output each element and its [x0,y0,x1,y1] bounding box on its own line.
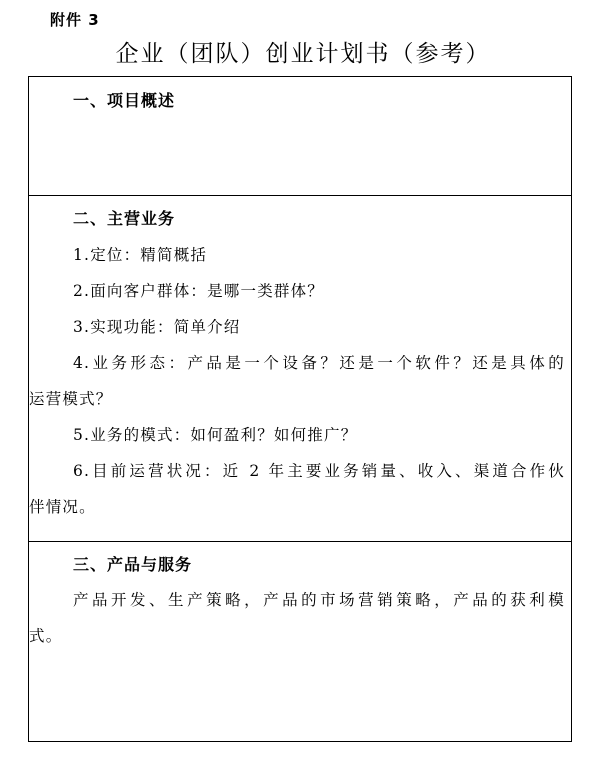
business-line-form-cont: 运营模式？ [29,390,113,408]
section-heading: 一、项目概述 [73,91,176,110]
business-line-form: 4.业务形态：产品是一个设备？还是一个软件？还是具体的 [73,354,565,372]
section-project-overview [29,77,571,196]
business-line-model: 5.业务的模式：如何盈利？如何推广？ [73,426,358,444]
section-main-business [29,196,571,542]
section-products-services [29,542,571,741]
plan-table [28,76,572,742]
products-line: 产品开发、生产策略，产品的市场营销策略，产品的获利模 [73,591,565,609]
section-heading: 三、产品与服务 [73,555,193,574]
business-line-status: 6.目前运营状况：近 2 年主要业务销量、收入、渠道合作伙 [73,462,565,480]
attachment-label: 附件 3 [50,11,100,29]
products-line-cont: 式。 [29,627,63,645]
business-line-positioning: 1.定位：精简概括 [73,246,208,264]
business-line-customers: 2.面向客户群体：是哪一类群体？ [73,282,324,300]
document-title: 企业（团队）创业计划书（参考） [115,41,491,67]
section-heading: 二、主营业务 [73,209,176,228]
business-line-functions: 3.实现功能：简单介绍 [73,318,241,336]
business-line-status-cont: 伴情况。 [29,498,96,516]
